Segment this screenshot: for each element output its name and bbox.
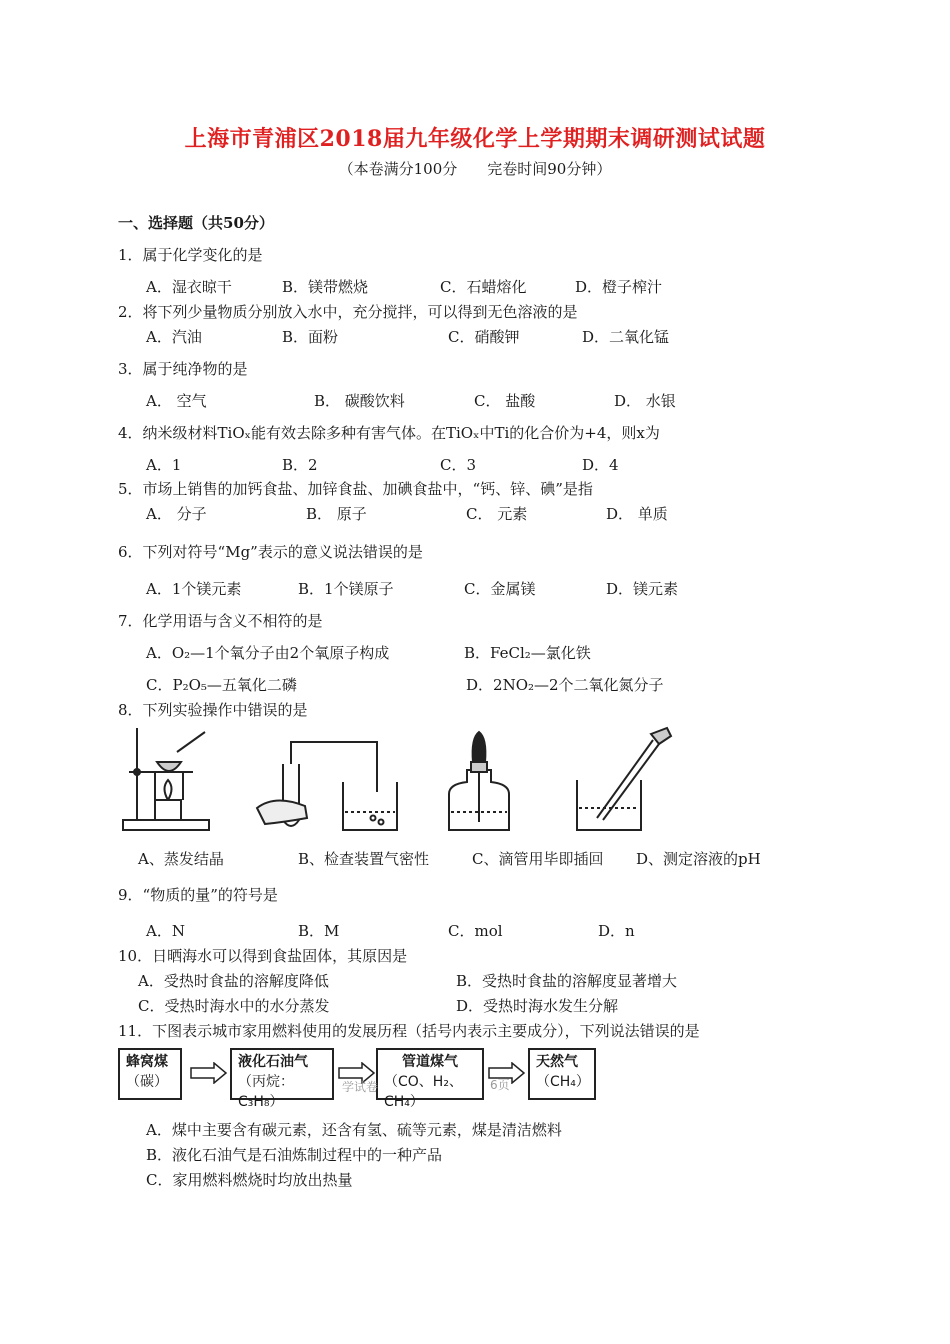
flow-name: 液化石油气 (238, 1054, 308, 1070)
q1-option-b: B．镁带燃烧 (282, 278, 369, 296)
flow-name: 管道煤气 (402, 1054, 458, 1070)
q6-option-d: D．镁元素 (606, 580, 679, 598)
arrow-right-icon (190, 1062, 228, 1084)
q7-option-c: C．P₂O₅—五氧化二磷 (146, 676, 297, 694)
q11-option-a: A．煤中主要含有碳元素，还含有氢、硫等元素，煤是清洁燃料 (146, 1121, 562, 1139)
q11-option-c: C．家用燃料燃烧时均放出热量 (146, 1171, 353, 1189)
q2-option-c: C．硝酸钾 (448, 328, 520, 346)
q7-option-b: B．FeCl₂—氯化铁 (464, 644, 591, 662)
q4-option-b: B．2 (282, 456, 318, 474)
flow-box-natural-gas (528, 1048, 596, 1100)
flow-composition: （CO、H₂、CH₄） (384, 1074, 463, 1110)
q5-option-b: B． 原子 (306, 505, 367, 523)
q5-option-a: A． 分子 (146, 505, 207, 523)
question-1: 1．属于化学变化的是 (118, 246, 263, 264)
flow-box-honeycomb-coal (118, 1048, 182, 1100)
flow-name: 蜂窝煤 (126, 1054, 168, 1070)
q6-option-c: C．金属镁 (464, 580, 536, 598)
q4-option-a: A．1 (146, 456, 182, 474)
q10-option-c: C．受热时海水中的水分蒸发 (138, 997, 330, 1015)
watermark-text: 6页 (490, 1078, 510, 1092)
question-8: 8．下列实验操作中错误的是 (118, 701, 308, 719)
q1-option-c: C．石蜡熔化 (440, 278, 527, 296)
q2-option-a: A．汽油 (146, 328, 202, 346)
question-7: 7．化学用语与含义不相符的是 (118, 612, 323, 630)
question-2: 2．将下列少量物质分别放入水中，充分搅拌，可以得到无色溶液的是 (118, 303, 578, 321)
flow-box-pipeline-gas (376, 1048, 484, 1110)
section-heading: 一、选择题（共50分） (118, 214, 274, 232)
flow-composition: （CH₄） (536, 1074, 590, 1090)
question-11: 11．下图表示城市家用燃料使用的发展历程（括号内表示主要成分），下列说法错误的是 (118, 1022, 700, 1040)
q9-option-b: B．M (298, 922, 340, 940)
q10-option-d: D．受热时海水发生分解 (456, 997, 619, 1015)
question-4: 4．纳米级材料TiOₓ能有效去除多种有害气体。在TiOₓ中Ti的化合价为+4，则x为 (118, 424, 660, 442)
page-title: 上海市青浦区2018届九年级化学上学期期末调研测试试题 (184, 126, 766, 152)
question-10: 10．日晒海水可以得到食盐固体，其原因是 (118, 947, 408, 965)
flow-composition: （碳） (126, 1074, 168, 1090)
q11-option-b: B．液化石油气是石油炼制过程中的一种产品 (146, 1146, 443, 1164)
q3-option-d: D． 水银 (614, 392, 676, 410)
q8-option-a: A、蒸发结晶 (138, 850, 224, 868)
evaporation-apparatus-icon (123, 728, 209, 830)
q8-option-d: D、测定溶液的pH (636, 850, 761, 868)
q5-option-c: C． 元素 (466, 505, 528, 523)
q9-option-a: A．N (146, 922, 185, 940)
q7-option-d: D．2NO₂—2个二氧化氮分子 (466, 676, 664, 694)
exam-info: （本卷满分100分 完卷时间90分钟） (338, 160, 612, 178)
q4-option-d: D．4 (582, 456, 619, 474)
question-5: 5．市场上销售的加钙食盐、加锌食盐、加碘食盐中，“钙、锌、碘”是指 (118, 480, 593, 498)
q1-option-d: D．橙子榨汁 (575, 278, 663, 296)
q6-option-a: A．1个镁元素 (146, 580, 242, 598)
airtightness-test-icon (257, 742, 397, 830)
watermark-text: 学试卷 (342, 1080, 379, 1094)
q3-option-b: B． 碳酸饮料 (314, 392, 405, 410)
q7-option-a: A．O₂—1个氧分子由2个氧原子构成 (146, 644, 390, 662)
q9-option-d: D．n (598, 922, 635, 940)
ph-test-icon (577, 728, 671, 830)
q10-option-a: A．受热时食盐的溶解度降低 (138, 972, 329, 990)
q4-option-c: C．3 (440, 456, 477, 474)
question-9: 9．“物质的量”的符号是 (118, 886, 278, 904)
lab-apparatus-figure (115, 722, 795, 840)
q8-option-b: B、检查装置气密性 (298, 850, 430, 868)
q10-option-b: B．受热时食盐的溶解度显著增大 (456, 972, 678, 990)
q2-option-b: B．面粉 (282, 328, 339, 346)
q3-option-a: A． 空气 (146, 392, 207, 410)
q3-option-c: C． 盐酸 (474, 392, 536, 410)
q9-option-c: C．mol (448, 922, 503, 940)
question-3: 3．属于纯净物的是 (118, 360, 248, 378)
q2-option-d: D．二氧化锰 (582, 328, 670, 346)
q5-option-d: D． 单质 (606, 505, 668, 523)
q8-option-c: C、滴管用毕即插回 (472, 850, 604, 868)
flow-composition: （丙烷：C₃H₈） (238, 1074, 294, 1110)
flow-box-lpg (230, 1048, 334, 1110)
q6-option-b: B．1个镁原子 (298, 580, 394, 598)
flow-name: 天然气 (536, 1054, 578, 1070)
dropper-bottle-icon (449, 732, 509, 830)
question-6: 6．下列对符号“Mg”表示的意义说法错误的是 (118, 543, 423, 561)
q1-option-a: A．湿衣晾干 (146, 278, 232, 296)
